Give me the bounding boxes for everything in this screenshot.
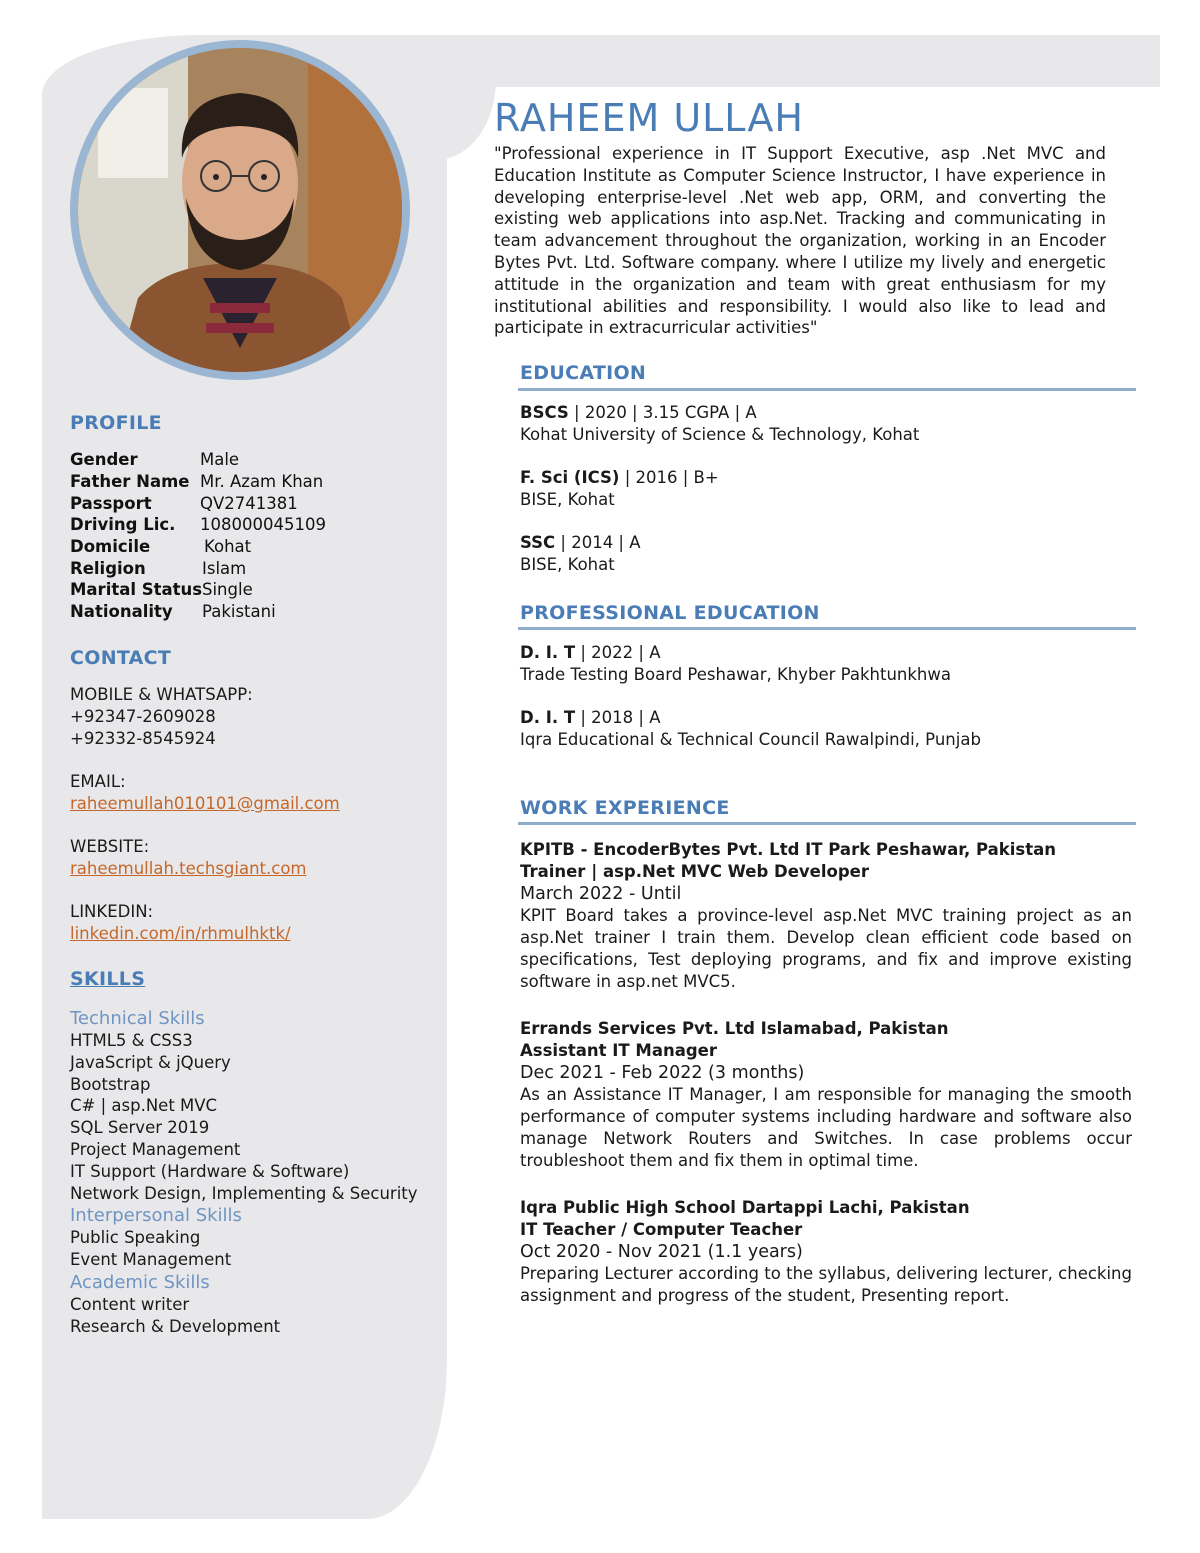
professional-education-section-title: PROFESSIONAL EDUCATION xyxy=(520,602,820,624)
job-period: Oct 2020 - Nov 2021 (1.1 years) xyxy=(520,1242,803,1262)
education-section-title: EDUCATION xyxy=(520,362,647,384)
phone-number: +92347-2609028 xyxy=(70,707,216,726)
skill-item: Research & Development xyxy=(70,1316,281,1336)
header-background xyxy=(440,35,1160,87)
institute-name: Trade Testing Board Peshawar, Khyber Pakhtunkhwa xyxy=(520,665,951,684)
section-divider xyxy=(518,627,1136,630)
profile-value: Pakistani xyxy=(202,602,276,621)
degree-name: D. I. T xyxy=(520,643,576,662)
linkedin-label: LINKEDIN: xyxy=(70,902,154,921)
profile-label: Gender xyxy=(70,450,138,469)
professional-education-item xyxy=(520,642,1130,686)
skills-section-title: SKILLS xyxy=(70,968,146,990)
job-description: KPIT Board takes a province-level asp.Net MVC training project as an asp.Net trainer I train them. Develop clean efficient code based on specifications, Test deploying programs, and fix and improve existing software in asp.net MVC5. xyxy=(520,906,1132,991)
profile-value: Single xyxy=(202,580,253,599)
profile-label: Passport xyxy=(70,494,152,513)
website-link[interactable]: raheemullah.techsgiant.com xyxy=(70,859,307,878)
job-description: As an Assistance IT Manager, I am responsible for managing the smooth performance of computer systems including hardware and software also manage Network Routers and Switches. In case problems occur troubleshoot them and fix them in optimal time. xyxy=(520,1085,1132,1170)
person-illustration xyxy=(78,48,402,372)
profile-section-title: PROFILE xyxy=(70,412,162,434)
linkedin-link[interactable]: linkedin.com/in/rhmulhktk/ xyxy=(70,924,291,943)
contact-section-title: CONTACT xyxy=(70,647,172,669)
degree-details: | 2018 | A xyxy=(580,708,661,727)
job-role: Trainer | asp.Net MVC Web Developer xyxy=(520,862,869,881)
header-curve xyxy=(436,80,496,160)
job-entry xyxy=(520,839,1132,993)
profile-value: Islam xyxy=(202,559,247,578)
skill-item: C# | asp.Net MVC xyxy=(70,1096,218,1116)
professional-education-item xyxy=(520,707,1130,751)
job-period: March 2022 - Until xyxy=(520,884,682,904)
skill-item: SQL Server 2019 xyxy=(70,1118,210,1138)
skill-item: Content writer xyxy=(70,1294,190,1314)
degree-name: BSCS xyxy=(520,403,569,422)
profile-value: Kohat xyxy=(204,537,252,556)
job-entry xyxy=(520,1197,1132,1307)
website-label: WEBSITE: xyxy=(70,837,150,856)
skill-item: IT Support (Hardware & Software) xyxy=(70,1161,350,1181)
job-description: Preparing Lecturer according to the syllabus, delivering lecturer, checking assignment and progress of the student, Presenting report. xyxy=(520,1264,1132,1305)
skill-item: Project Management xyxy=(70,1139,241,1159)
job-period: Dec 2021 - Feb 2022 (3 months) xyxy=(520,1063,805,1083)
skill-item: JavaScript & jQuery xyxy=(70,1052,231,1072)
degree-name: SSC xyxy=(520,533,556,552)
academic-skills-heading: Academic Skills xyxy=(70,1271,210,1293)
phone-number: +92332-8545924 xyxy=(70,729,216,748)
interpersonal-skills-heading: Interpersonal Skills xyxy=(70,1205,242,1227)
profile-value: Mr. Azam Khan xyxy=(200,472,324,491)
institute-name: Kohat University of Science & Technology, Kohat xyxy=(520,425,920,444)
candidate-name: RAHEEM ULLAH xyxy=(494,96,804,140)
technical-skills-heading: Technical Skills xyxy=(70,1008,205,1029)
professional-summary: "Professional experience in IT Support Executive, asp .Net MVC and Education Institute as Computer Science Instructor, I have experience in developing enterprise-level .Net web app, ORM, and converting the existing web applications into asp.Net. Tracking and communicating in team advancement throughout the organization, working in an Encoder Bytes Pvt. Ltd. Software company. where I utilize my lively and energetic attitude in the organization and team with great enthusiasm for my institutional abilities and responsibility. I would also like to lead and participate in extracurricular activities" xyxy=(494,144,1106,338)
job-role: IT Teacher / Computer Teacher xyxy=(520,1220,803,1239)
education-item xyxy=(520,532,1130,576)
section-divider xyxy=(518,388,1136,391)
skills-block xyxy=(70,1007,440,1338)
skill-item: Bootstrap xyxy=(70,1074,151,1094)
profile-label: Nationality xyxy=(70,602,173,621)
profile-label: Religion xyxy=(70,559,146,578)
job-entry xyxy=(520,1018,1132,1172)
professional-education-list xyxy=(520,642,1130,751)
profile-label: Domicile xyxy=(70,537,151,556)
skill-item: Event Management xyxy=(70,1250,232,1270)
skill-item: Network Design, Implementing & Security xyxy=(70,1183,418,1203)
skill-item: Public Speaking xyxy=(70,1228,201,1248)
contact-block xyxy=(70,684,430,945)
mobile-label: MOBILE & WHATSAPP: xyxy=(70,685,253,704)
profile-value: 108000045109 xyxy=(200,515,326,534)
company-name: Errands Services Pvt. Ltd Islamabad, Pakistan xyxy=(520,1019,949,1038)
education-item xyxy=(520,402,1130,446)
section-divider xyxy=(518,822,1136,825)
profile-photo-frame xyxy=(70,40,410,380)
degree-details: | 2014 | A xyxy=(560,533,641,552)
profile-label: Driving Lic. xyxy=(70,515,176,534)
institute-name: BISE, Kohat xyxy=(520,490,615,509)
institute-name: BISE, Kohat xyxy=(520,555,615,574)
degree-name: D. I. T xyxy=(520,708,576,727)
education-item xyxy=(520,467,1130,511)
education-list xyxy=(520,402,1130,576)
email-label: EMAIL: xyxy=(70,772,126,791)
degree-name: F. Sci (ICS) xyxy=(520,468,620,487)
work-experience-section-title: WORK EXPERIENCE xyxy=(520,797,730,819)
profile-label: Father Name xyxy=(70,472,190,491)
degree-details: | 2020 | 3.15 CGPA | A xyxy=(574,403,757,422)
degree-details: | 2016 | B+ xyxy=(624,468,719,487)
job-role: Assistant IT Manager xyxy=(520,1041,718,1060)
company-name: KPITB - EncoderBytes Pvt. Ltd IT Park Peshawar, Pakistan xyxy=(520,840,1057,859)
company-name: Iqra Public High School Dartappi Lachi, Pakistan xyxy=(520,1198,970,1217)
profile-photo xyxy=(78,48,402,372)
skill-item: HTML5 & CSS3 xyxy=(70,1031,193,1050)
institute-name: Iqra Educational & Technical Council Rawalpindi, Punjab xyxy=(520,730,981,749)
profile-value: Male xyxy=(200,450,240,469)
email-link[interactable]: raheemullah010101@gmail.com xyxy=(70,794,340,813)
profile-value: QV2741381 xyxy=(200,494,298,513)
degree-details: | 2022 | A xyxy=(580,643,661,662)
profile-label: Marital Status xyxy=(70,580,203,599)
